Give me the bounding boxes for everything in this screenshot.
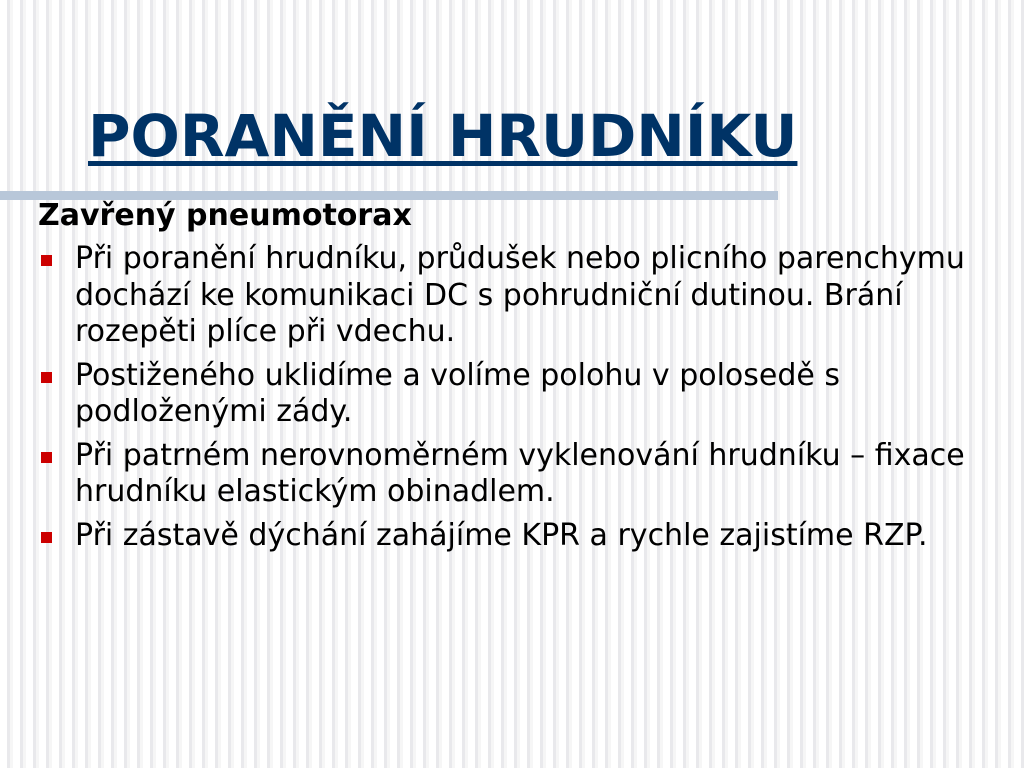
bullet-item <box>38 438 1013 511</box>
bullet-text: Při zástavě dýchání zahájíme KPR a rychle zajistíme RZP. <box>75 517 928 553</box>
bullet-text: Při patrném nerovnoměrném vyklenování hrudníku – fixace hrudníku elastickým obinadlem. <box>75 437 965 509</box>
slide-content <box>38 196 1013 561</box>
bullet-item <box>38 241 1013 351</box>
red-square-bullet-icon <box>41 255 52 266</box>
bullet-text: Postiženého uklidíme a volíme polohu v polosedě s podloženými zády. <box>75 357 841 429</box>
bullet-text: Při poranění hrudníku, průdušek nebo plicního parenchymu dochází ke komunikaci DC s pohrudniční dutinou. Brání rozepěti plíce při vdechu. <box>75 241 965 349</box>
red-square-bullet-icon <box>41 452 52 463</box>
red-square-bullet-icon <box>41 532 52 543</box>
bullet-list <box>38 241 1013 554</box>
bullet-item <box>38 358 1013 431</box>
red-square-bullet-icon <box>41 372 52 383</box>
slide-title: PORANĚNÍ HRUDNÍKU <box>88 102 798 170</box>
subheading: Zavřený pneumotorax <box>38 198 412 233</box>
bullet-item <box>38 518 1013 555</box>
